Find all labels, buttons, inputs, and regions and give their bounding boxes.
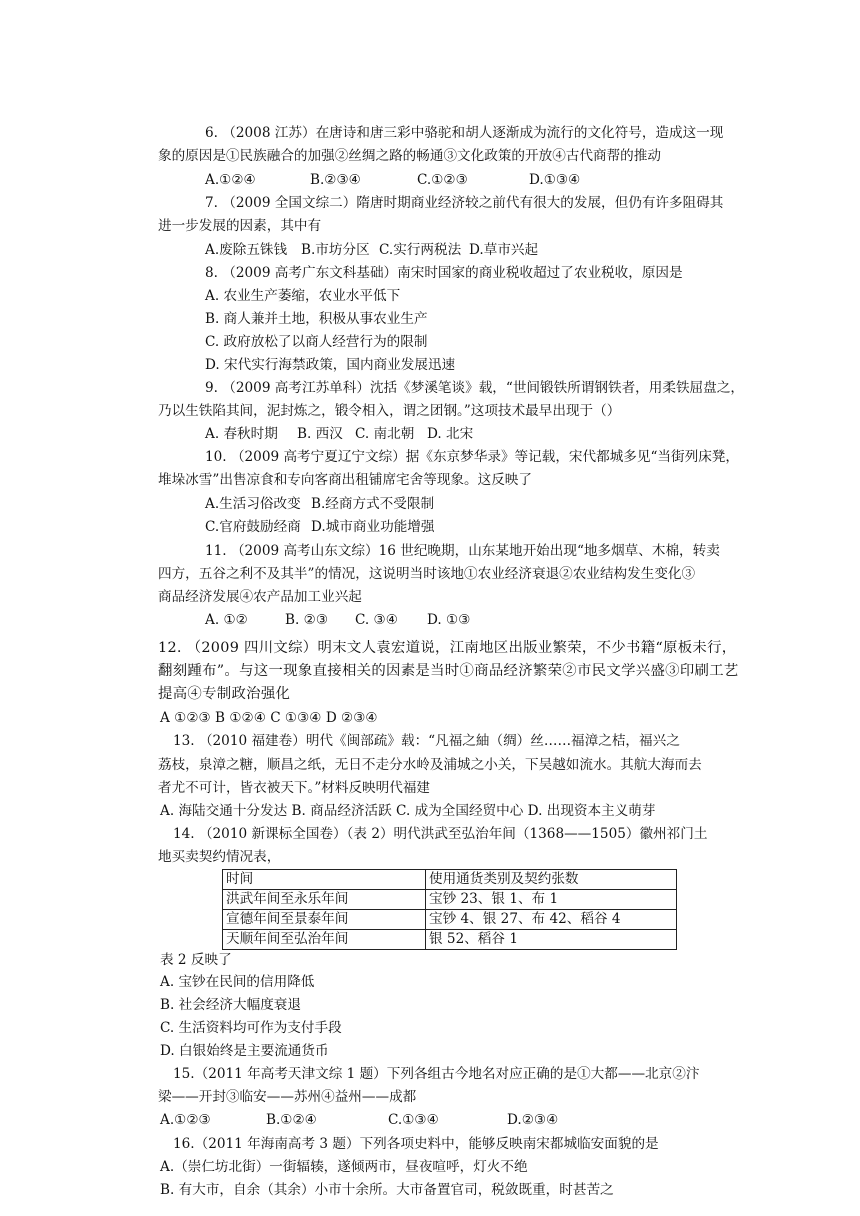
q12-stem-line1: 12. （2009 四川文综）明末文人袁宏道说，江南地区出版业繁荣，不少书籍“原板未行， xyxy=(158,640,737,656)
q11-option-b: B. ②③ xyxy=(285,612,329,628)
q13-stem-line1: 13. （2010 福建卷）明代《闽部疏》载：“凡福之紬（绸）丝……福漳之桔，福兴之 xyxy=(173,733,680,749)
q9-option-a: A. 春秋时期 xyxy=(205,426,278,442)
table-row xyxy=(223,890,677,910)
q9-stem-line2: 乃以生铁陷其间，泥封炼之，锻令相入，谓之团钢。”这项技术最早出现于（） xyxy=(158,403,621,419)
q9-option-d: D. 北宋 xyxy=(427,426,474,442)
q14-stem-line2: 地买卖契约情况表， xyxy=(158,849,281,865)
q8-option-c: C. 政府放松了以商人经营行为的限制 xyxy=(205,334,428,350)
q8-option-a: A. 农业生产萎缩，农业水平低下 xyxy=(205,288,401,304)
table-cell: 宝钞 23、银 1、布 1 xyxy=(426,890,677,910)
table-header-cell: 使用通货类别及契约张数 xyxy=(426,870,677,890)
q7-option-d: D.草市兴起 xyxy=(469,242,539,258)
table-row xyxy=(223,910,677,930)
q9-option-b: B. 西汉 xyxy=(297,426,343,442)
q7-option-a: A.废除五铢钱 xyxy=(205,242,288,258)
table-cell: 宝钞 4、银 27、布 42、稻谷 4 xyxy=(426,910,677,930)
q12-stem-line3: 提高④专制政治强化 xyxy=(158,686,291,702)
q14-stem-line1: 14. （2010 新课标全国卷）（表 2）明代洪武至弘治年间（1368——1505）徽州祁门土 xyxy=(173,826,708,842)
q12-options: A ①②③ B ①②④ C ①③④ D ②③④ xyxy=(160,710,378,726)
q16-stem: 16.（2011 年海南高考 3 题）下列各项史料中，能够反映南宋都城临安面貌的是 xyxy=(173,1136,659,1152)
table-cell: 宣德年间至景泰年间 xyxy=(223,910,426,930)
q9-stem-line1: 9. （2009 高考江苏单科）沈括《梦溪笔谈》载，“世间锻铁所谓钢铁者，用柔铁屈盘之， xyxy=(205,380,744,396)
q13-options: A. 海陆交通十分发达 B. 商品经济活跃 C. 成为全国经贸中心 D. 出现资本主义萌芽 xyxy=(160,803,656,819)
q12-stem-line2: 翻刻踵布”。与这一现象直接相关的因素是当时①商品经济繁荣②市民文学兴盛③印刷工艺 xyxy=(158,663,739,679)
q8-option-b: B. 商人兼并土地，积极从事农业生产 xyxy=(205,311,428,327)
q15-option-b: B.①②④ xyxy=(266,1112,317,1128)
q10-option-c: C.官府鼓励经商 xyxy=(205,519,301,535)
q14-option-c: C. 生活资料均可作为支付手段 xyxy=(160,1020,342,1036)
q16-option-b: B. 有大市，自余（其余）小市十余所。大市备置官司，税敛既重，时甚苦之 xyxy=(160,1182,614,1198)
q7-option-c: C.实行两税法 xyxy=(379,242,462,258)
q10-option-b: B.经商方式不受限制 xyxy=(311,496,435,512)
q7-stem-line1: 7. （2009 全国文综二）隋唐时期商业经济较之前代有很大的发展，但仍有许多阻碍其 xyxy=(205,195,724,211)
q10-option-a: A.生活习俗改变 xyxy=(205,496,301,512)
contract-table xyxy=(222,869,677,950)
table-row xyxy=(223,930,677,950)
q8-option-d: D. 宋代实行海禁政策，国内商业发展迅速 xyxy=(205,357,456,373)
table-cell: 天顺年间至弘治年间 xyxy=(223,930,426,950)
q6-option-b: B.②③④ xyxy=(310,172,361,188)
q15-option-c: C.①③④ xyxy=(388,1112,439,1128)
q11-option-a: A. ①② xyxy=(205,612,248,628)
q10-stem-line2: 堆垛冰雪”出售凉食和专向客商出租铺席宅舍等现象。这反映了 xyxy=(158,472,532,488)
q7-stem-line2: 进一步发展的因素，其中有 xyxy=(158,218,322,234)
q11-option-d: D. ①③ xyxy=(427,612,471,628)
q15-option-a: A.①②③ xyxy=(160,1112,211,1128)
q11-stem-line1: 11. （2009 高考山东文综）16 世纪晚期，山东某地开始出现“地多烟草、木棉，转卖 xyxy=(205,543,720,559)
q13-stem-line3: 者尤不可计，皆衣被天下。”材料反映明代福建 xyxy=(158,780,431,796)
q14-option-d: D. 白银始终是主要流通货币 xyxy=(160,1043,329,1059)
q7-option-b: B.市坊分区 xyxy=(301,242,370,258)
q15-option-d: D.②③④ xyxy=(507,1112,559,1128)
q15-stem-line2: 梁——开封③临安——苏州④益州——成都 xyxy=(158,1089,417,1105)
q16-option-a: A.（崇仁坊北街）一街辐辏，遂倾两市，昼夜喧呼，灯火不绝 xyxy=(160,1159,528,1175)
q14-lead: 表 2 反映了 xyxy=(160,952,232,968)
q13-stem-line2: 荔枝，泉漳之糖，顺昌之纸，无日不走分水岭及浦城之小关，下吴越如流水。其航大海而去 xyxy=(158,757,702,773)
q11-stem-line3: 商品经济发展④农产品加工业兴起 xyxy=(158,589,362,605)
q6-stem-line1: 6. （2008 江苏）在唐诗和唐三彩中骆驼和胡人逐渐成为流行的文化符号，造成这一现 xyxy=(205,125,724,141)
q14-option-a: A. 宝钞在民间的信用降低 xyxy=(160,974,315,990)
q10-option-d: D.城市商业功能增强 xyxy=(311,519,435,535)
q11-stem-line2: 四方，五谷之利不及其半”的情况，这说明当时该地①农业经济衰退②农业结构发生变化③ xyxy=(158,566,696,582)
q6-stem-line2: 象的原因是①民族融合的加强②丝绸之路的畅通③文化政策的开放④古代商帮的推动 xyxy=(158,148,661,164)
table-header-cell: 时间 xyxy=(223,870,426,890)
table-cell: 洪武年间至永乐年间 xyxy=(223,890,426,910)
q8-stem: 8. （2009 高考广东文科基础）南宋时国家的商业税收超过了农业税收，原因是 xyxy=(205,265,683,281)
q14-option-b: B. 社会经济大幅度衰退 xyxy=(160,997,301,1013)
q10-stem-line1: 10. （2009 高考宁夏辽宁文综）据《东京梦华录》等记载，宋代都城多见“当街列床凳， xyxy=(205,449,739,465)
table-header-row xyxy=(223,870,677,890)
q6-option-d: D.①③④ xyxy=(529,172,581,188)
q11-option-c: C. ③④ xyxy=(355,612,398,628)
q15-stem-line1: 15.（2011 年高考天津文综 1 题）下列各组古今地名对应正确的是①大都——北京②汴 xyxy=(173,1066,700,1082)
q9-option-c: C. 南北朝 xyxy=(355,426,415,442)
q6-option-a: A.①②④ xyxy=(205,172,256,188)
table-cell: 银 52、稻谷 1 xyxy=(426,930,677,950)
q6-option-c: C.①②③ xyxy=(417,172,468,188)
